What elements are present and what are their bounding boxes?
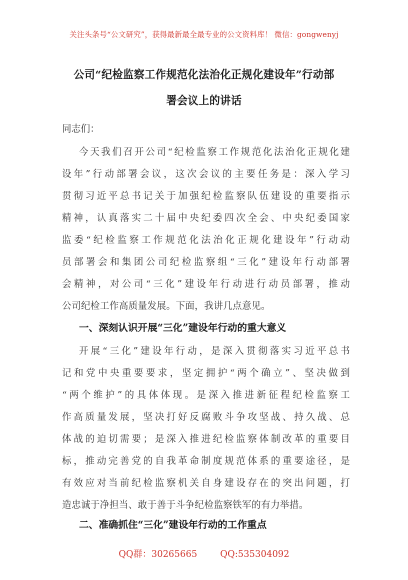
paragraph-1-line: 精神，认真落实二十届中央纪委四次全会、中央纪委国家: [62, 213, 350, 224]
section-heading-1: 一、深刻认识开展“三化”建设年行动的重大意义: [79, 323, 287, 334]
document-title-line-1: 公司“纪检监察工作规范化法治化正规化建设年”行动部: [73, 69, 335, 81]
document-title-line-2: 署会议上的讲话: [166, 95, 242, 107]
paragraph-2-line: 记和党中央重要要求，坚定拥护“两个确立”、坚决做到: [62, 368, 350, 379]
paragraph-2-line: 作高质量发展，坚决打好反腐败斗争攻坚战、持久战、总: [62, 412, 350, 423]
paragraph-2-line: 标，推动完善党的自我革命制度规范体系的重要途径，是: [62, 456, 350, 467]
paragraph-1-line: 会精神，对公司“三化”建设年行动进行动员部署，推动: [62, 279, 350, 290]
paragraph-1-line: 员部署会和集团公司纪检监察组“三化”建设年行动部署: [62, 257, 350, 268]
paragraph-1-line: 公司纪检工作高质量发展。下面，我讲几点意见。: [62, 301, 271, 312]
footer-contact: [0, 547, 408, 560]
paragraph-2-line: 造忠诚于净担当、敢于善于斗争纪检监察铁军的有力举措。: [62, 500, 309, 511]
paragraph-1-line: 贯彻习近平总书记关于加强纪检监察队伍建设的重要指示: [62, 191, 350, 202]
paragraph-2-line: “两个维护”的具体体现。是深入推进新征程纪检监察工: [62, 390, 350, 401]
paragraph-2-line: 开展“三化”建设年行动，是深入贯彻落实习近平总书: [79, 346, 350, 357]
paragraph-2-line: 体战的迫切需要；是深入推进纪检监察体制改革的重要目: [62, 434, 350, 445]
salutation: 同志们：: [62, 124, 100, 135]
paragraph-2-line: 有效应对当前纪检监察机关自身建设存在的突出问题，打: [62, 478, 350, 489]
header-banner: 关注头条号“公文研究”，获得最新最全最专业的公文资料库！ 微信：gongwenyj: [69, 30, 339, 39]
paragraph-1-line: 设年”行动部署会议，这次会议的主要任务是：深入学习: [62, 169, 350, 180]
paragraph-1-line: 今天我们召开公司“纪检监察工作规范化法治化正规化建: [79, 147, 350, 158]
footer-qq: QQ:535304092: [220, 550, 290, 560]
footer-qq-group: QQ群：30265665: [118, 550, 198, 560]
paragraph-1-line: 监委“纪检监察工作规范化法治化正规化建设年”行动动: [62, 235, 350, 246]
section-heading-2: 二、准确抓住“三化”建设年行动的工作重点: [79, 520, 267, 531]
